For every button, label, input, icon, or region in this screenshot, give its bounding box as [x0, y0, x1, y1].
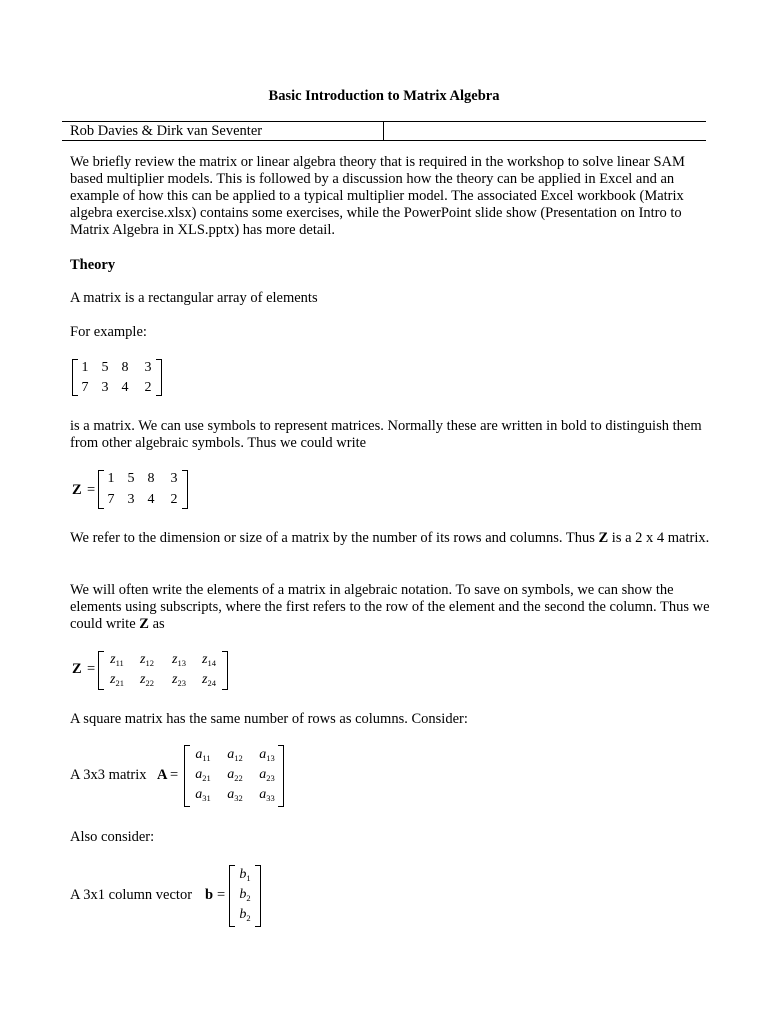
- dimension-text-start: We refer to the dimension or size of a matrix by the number of its rows and columns. Thus: [70, 530, 595, 546]
- matrix-cell: 7: [107, 492, 115, 507]
- matrix-cell: $a_{12}$: [227, 747, 243, 763]
- matrix-cell: 5: [101, 360, 109, 375]
- matrix-cell: $z_{12}$: [140, 652, 154, 668]
- vector-cell: $b_1$: [239, 867, 251, 883]
- matrix-cell: 2: [144, 380, 152, 395]
- matrix-cell: 5: [127, 471, 135, 486]
- matrix-cell: $z_{13}$: [172, 652, 186, 668]
- square-matrix-paragraph: A square matrix has the same number of rows as columns. Consider:: [70, 711, 468, 727]
- a-label-text: A 3x3 matrix: [70, 767, 147, 783]
- example-matrix: [72, 359, 162, 396]
- matrix-cell: 4: [147, 492, 155, 507]
- a-matrix: [184, 745, 284, 807]
- symbols-paragraph: is a matrix. We can use symbols to represent matrices. Normally these are written in bold to distinguish them from other algebraic symbols. Thus we could write: [70, 418, 702, 451]
- matrix-cell: $z_{14}$: [202, 652, 216, 668]
- z-label: Z: [72, 482, 82, 498]
- matrix-cell: 3: [101, 380, 109, 395]
- matrix-cell: $z_{22}$: [140, 672, 154, 688]
- matrix-cell: 2: [170, 492, 178, 507]
- matrix-cell: 3: [170, 471, 178, 486]
- equals-sign: =: [170, 767, 179, 783]
- matrix-cell: 4: [121, 380, 129, 395]
- elements-paragraph: [70, 582, 710, 633]
- right-bracket: [222, 651, 228, 690]
- b-label-text: A 3x1 column vector: [70, 887, 193, 903]
- equals-sign: =: [87, 482, 96, 498]
- matrix-cell: $z_{24}$: [202, 672, 216, 688]
- vector-cell: $b_2$: [239, 907, 251, 923]
- author-table: [62, 121, 706, 141]
- theory-heading: Theory: [70, 257, 116, 273]
- matrix-cell: 7: [81, 380, 89, 395]
- dimension-text-end: is a 2 x 4 matrix.: [611, 530, 710, 546]
- matrix-cell: $a_{13}$: [259, 747, 275, 763]
- elements-text-end: as: [152, 616, 165, 632]
- matrix-cell: $z_{21}$: [110, 672, 124, 688]
- b-label: b: [205, 887, 214, 903]
- z-label: Z: [72, 661, 82, 677]
- matrix-cell: $a_{11}$: [195, 747, 211, 763]
- matrix-definition: A matrix is a rectangular array of elements: [70, 290, 318, 306]
- for-example-text: For example:: [70, 324, 147, 340]
- right-bracket: [182, 470, 188, 509]
- z-inline: Z: [139, 616, 149, 632]
- matrix-cell: 3: [127, 492, 135, 507]
- intro-paragraph: We briefly review the matrix or linear algebra theory that is required in the workshop to solve linear SAM based multiplier models. This is followed by a discussion how the theory can be applied in Excel and an example of how this can be applied to a typical multiplier model. The associated Excel workbook (Matrix algebra exercise.xlsx) contains some exercises, while the PowerPoint slide show (Presentation on Intro to Matrix Algebra in XLS.pptx) has more detail.: [70, 154, 685, 238]
- matrix-cell: 1: [107, 471, 115, 486]
- matrix-cell: $a_{33}$: [259, 787, 275, 803]
- matrix-cell: 1: [81, 360, 89, 375]
- page-title: Basic Introduction to Matrix Algebra: [268, 88, 500, 104]
- equals-sign: =: [87, 661, 96, 677]
- right-bracket: [156, 359, 162, 396]
- matrix-cell: 3: [144, 360, 152, 375]
- matrix-cell: $z_{11}$: [110, 652, 124, 668]
- elements-text-start: We will often write the elements of a matrix in algebraic notation. To save on symbols, we can show the elements using subscripts, where the first refers to the row of the element and the second the column. Thus we could write: [70, 582, 710, 632]
- dimension-paragraph: [70, 530, 710, 547]
- matrix-cell: $a_{32}$: [227, 787, 243, 803]
- matrix-cell: $a_{23}$: [259, 767, 275, 783]
- equals-sign: =: [217, 887, 226, 903]
- matrix-cell: $a_{21}$: [195, 767, 211, 783]
- matrix-cell: $a_{22}$: [227, 767, 243, 783]
- table-divider: [383, 122, 384, 140]
- z-inline: Z: [598, 530, 609, 546]
- author-names: Rob Davies & Dirk van Seventer: [70, 123, 263, 139]
- a-label: A: [157, 767, 168, 783]
- also-consider-text: Also consider:: [70, 829, 155, 845]
- z-symbolic-matrix: [98, 651, 228, 690]
- matrix-cell: 8: [147, 471, 155, 486]
- matrix-cell: $z_{23}$: [172, 672, 186, 688]
- z-matrix: [98, 470, 188, 509]
- matrix-cell: $a_{31}$: [195, 787, 211, 803]
- vector-cell: $b_2$: [239, 887, 251, 903]
- matrix-cell: 8: [121, 360, 129, 375]
- b-vector: [229, 865, 261, 927]
